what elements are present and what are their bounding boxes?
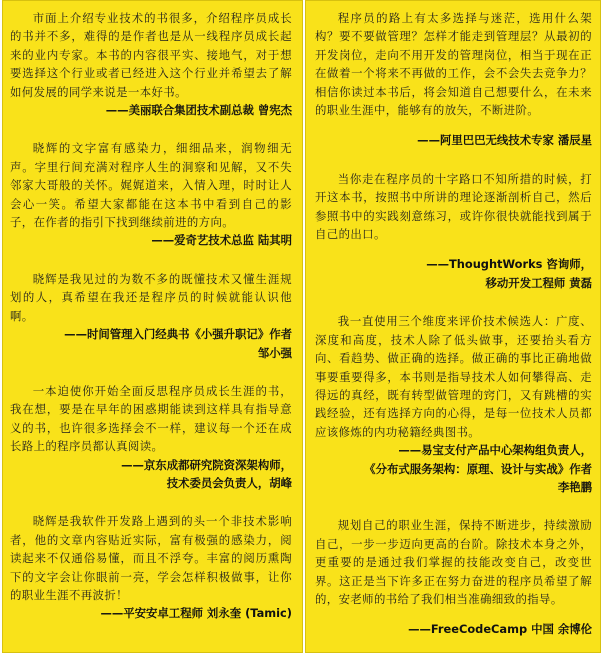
- testimonial-attribution: ——易宝支付产品中心架构组负责人，: [398, 443, 592, 458]
- testimonial-quote: 晓辉是我软件开发路上遇到的头一个非技术影响者，他的文章内容贴近实际，富有极强的感染力，阅读起来不仅通俗易懂，而且不浮夸。丰富的阅历熏陶下的文字会让你眼前一亮，学会怎样积极做事，让你的职业生涯不再波折！: [10, 514, 292, 602]
- right-column: [305, 0, 601, 653]
- testimonial-block: [315, 516, 592, 638]
- testimonial-quote: 市面上介绍专业技术的书很多，介绍程序员成长的书并不多，难得的是作者也是从一线程序员成长起来的业内专家。本书的内容很平实、接地气，对于想要选择这个行业或者已经进入这个行业并希望去了解如何发展的同学来说是一本好书。: [10, 11, 292, 99]
- testimonial-quote: 当你走在程序员的十字路口不知所措的时候，打开这本书，按照书中所讲的理论逐渐剖析自己，然后参照书中的实践刻意练习，或许你很快就能找到属于自己的出口。: [315, 171, 592, 242]
- testimonial-attribution: ——ThoughtWorks 咨询师，: [426, 257, 592, 272]
- testimonial-block: [315, 170, 592, 292]
- testimonial-block: [10, 139, 292, 249]
- testimonial-attribution: 李艳鹏: [557, 479, 592, 494]
- testimonial-attribution: 移动开发工程师 黄磊: [485, 275, 592, 290]
- testimonial-block: [315, 9, 592, 150]
- testimonial-attribution: ——阿里巴巴无线技术专家 潘辰星: [417, 133, 592, 148]
- testimonial-attribution: ——FreeCodeCamp 中国 余博伦: [408, 622, 592, 637]
- testimonial-quote: 晓辉是我见过的为数不多的既懂技术又懂生涯规划的人，真希望在我还是程序员的时候就能认识他啊。: [10, 271, 292, 323]
- testimonial-attribution: ——京东成都研究院资深架构师，: [121, 457, 292, 472]
- testimonial-block: [10, 9, 292, 119]
- testimonial-attribution: ——时间管理入门经典书《小强升职记》作者: [64, 327, 292, 342]
- testimonial-block: [10, 512, 292, 622]
- testimonial-block: [315, 312, 592, 496]
- left-column: [2, 0, 303, 653]
- testimonial-block: [10, 270, 292, 362]
- testimonial-quote: 我一直使用三个维度来评价技术候选人：广度、深度和高度，技术人除了低头做事，还要抬头看方向、看趋势、做正确的选择。做正确的事比正确地做事要重要得多，本书则是指导技术人如何攀得高、走得远的真经，既有转型做管理的窍门，又有跳槽的实践经验，还有选择方向的心得，是每一位技术人员都应该修炼的内功秘籍经典图书。: [315, 314, 592, 439]
- testimonial-quote: 程序员的路上有太多选择与迷茫，选用什么架构？要不要做管理？怎样才能走到管理层？从最初的开发岗位，走向不用开发的管理岗位，相当于现在正在做着一个将来不再做的工作，会不会失去竞争力？相信你读过本书后，将会知道自己想要什么，在未来的职业生涯中，能够有的放矢，不断进阶。: [315, 11, 592, 118]
- testimonial-attribution: 《分布式服务架构：原理、设计与实战》作者: [364, 461, 592, 476]
- testimonial-attribution: ——爱奇艺技术总监 陆其明: [151, 233, 292, 248]
- testimonial-attribution: ——美丽联合集团技术副总裁 曾宪杰: [105, 103, 292, 118]
- testimonial-block: [10, 382, 292, 492]
- testimonial-attribution: ——平安安卓工程师 刘永奎 (Tamic): [100, 606, 292, 621]
- testimonial-quote: 一本迫使你开始全面反思程序员成长生涯的书，我在想，要是在早年的困惑期能读到这样具有指导意义的书，也许很多选择会不一样，建议每一个还在成长路上的程序员都认真阅读。: [10, 383, 292, 454]
- testimonial-attribution: 技术委员会负责人，胡峰: [166, 475, 292, 490]
- testimonial-quote: 晓辉的文字富有感染力，细细品来，润物细无声。字里行间充满对程序人生的洞察和见解，又不失邻家大哥般的关怀。娓娓道来，入情入理，时时让人会心一笑。希望大家都能在这本书中看到自己的影子，在作者的指引下找到继续前进的方向。: [10, 141, 292, 230]
- testimonial-quote: 规划自己的职业生涯，保持不断进步，持续激励自己，一步一步迈向更高的台阶。除技术本身之外，更重要的是通过我们掌握的技能改变自己，改变世界。这正是当下许多正在努力奋进的程序员希望了解的，安老师的书给了我们相当准确细致的指导。: [315, 518, 592, 606]
- testimonial-attribution: 邹小强: [257, 345, 292, 360]
